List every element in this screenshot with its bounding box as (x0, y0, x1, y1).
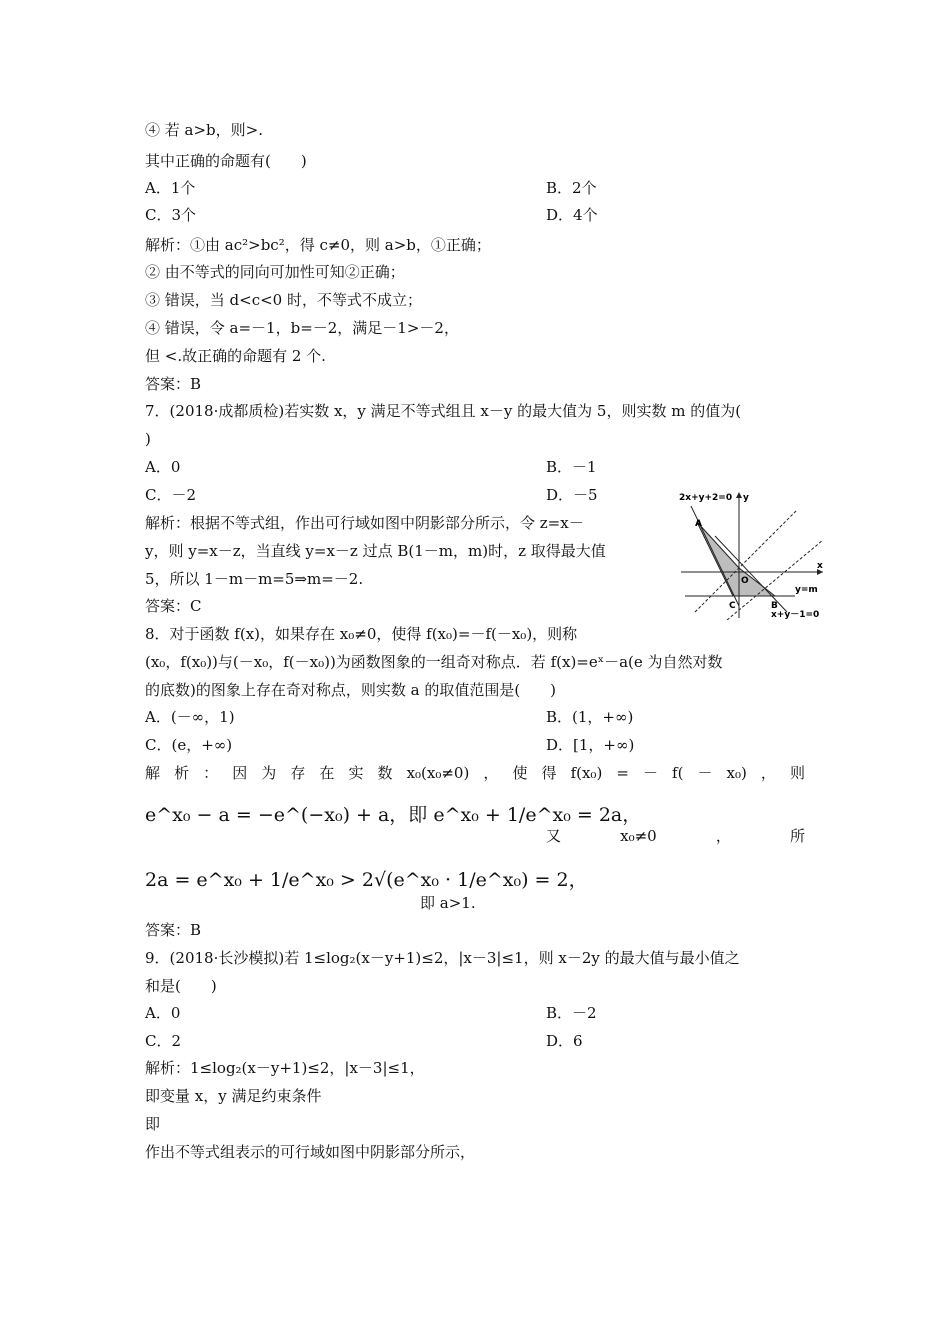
analysis-line: 即 a>1. (420, 894, 476, 912)
shaded-region (697, 522, 775, 596)
option-a: A．0 (145, 458, 181, 476)
text-piece: 为 (261, 764, 277, 782)
analysis-justified-line (145, 763, 805, 783)
analysis-justified-line (546, 826, 805, 846)
analysis-line: 解析：根据不等式组，作出可行域如图中阴影部分所示，令 z=x－ (145, 514, 584, 532)
option-a: A．(－∞，1) (145, 708, 235, 726)
text-piece: 使 (512, 764, 528, 782)
text-piece: 存 (290, 764, 306, 782)
text-piece: － (697, 764, 713, 782)
option-b: B．－2 (546, 1004, 597, 1022)
option-c: C．3个 (145, 206, 197, 224)
option-b: B．(1，+∞) (546, 708, 634, 726)
option-a: A．1个 (145, 179, 196, 197)
x-axis-label: x (817, 561, 823, 571)
formula-1: e^x₀ − a = −e^(−x₀) + a，即 e^x₀ + 1/e^x₀ = 2a， (145, 804, 642, 826)
feasible-region-figure (677, 488, 827, 620)
text-piece: ： (203, 764, 219, 782)
answer-line: 答案：C (145, 597, 202, 615)
text-piece: f( (672, 764, 684, 782)
analysis-line: ② 由不等式的同向可加性可知②正确； (145, 263, 405, 281)
text-piece: 在 (319, 764, 335, 782)
option-c: C．－2 (145, 486, 197, 504)
analysis-line: 解析：1≤log₂(x－y+1)≤2，|x－3|≤1， (145, 1059, 425, 1077)
option-d: D．4个 (546, 206, 598, 224)
text-piece: 实 (348, 764, 364, 782)
option-b: B．－1 (546, 458, 597, 476)
analysis-line: 解析：①由 ac²>bc²，得 c≠0，则 a>b，①正确； (145, 236, 491, 254)
option-c: C．2 (145, 1032, 182, 1050)
analysis-line: ④ 错误，令 a=－1，b=－2，满足－1>－2， (145, 319, 459, 337)
dashed-line (695, 510, 797, 612)
text-piece: 所 (789, 827, 805, 845)
line-label: y=m (795, 585, 818, 595)
text-piece: ， (760, 764, 776, 782)
text-piece: 解 (145, 764, 161, 782)
text-piece: x₀≠0 (620, 827, 657, 845)
option-b: B．2个 (546, 179, 597, 197)
text-piece: 析 (174, 764, 190, 782)
line-label: 2x+y+2=0 (679, 493, 733, 503)
text-line: (x₀，f(x₀))与(－x₀，f(－x₀))为函数图象的一组奇对称点．若 f(x)=eˣ－a(e 为自然对数 (145, 653, 723, 671)
text-line: ) (145, 430, 151, 448)
option-a: A．0 (145, 1004, 181, 1022)
analysis-line: 作出不等式组表示的可行域如图中阴影部分所示， (145, 1143, 476, 1161)
option-c: C．(e，+∞) (145, 736, 233, 754)
text-piece: ， (483, 764, 499, 782)
analysis-line: 即变量 x，y 满足约束条件 (145, 1087, 322, 1105)
y-axis-arrow (736, 492, 742, 498)
text-piece: 则 (789, 764, 805, 782)
text-piece: 因 (232, 764, 248, 782)
question-9: 9．(2018·长沙模拟)若 1≤log₂(x－y+1)≤2，|x－3|≤1，则 x－2y 的最大值与最小值之 (145, 949, 740, 967)
answer-line: 答案：B (145, 375, 202, 393)
question-8: 8．对于函数 f(x)，如果存在 x₀≠0，使得 f(x₀)=－f(－x₀)，则称 (145, 625, 578, 643)
analysis-line: y，则 y=x－z，当直线 y=x－z 过点 B(1－m，m)时，z 取得最大值 (145, 542, 606, 560)
answer-line: 答案：B (145, 921, 202, 939)
option-d: D．－5 (546, 486, 598, 504)
text-line: 和是( ) (145, 977, 217, 995)
text-piece: ， (715, 827, 731, 845)
line-label: x+y－1=0 (771, 610, 820, 620)
text-piece: x₀) (726, 764, 747, 782)
y-axis-label: y (743, 493, 749, 503)
text-piece: = (616, 764, 629, 782)
option-d: D．6 (546, 1032, 583, 1050)
text-piece: x₀(x₀≠0) (406, 764, 470, 782)
text-piece: f(x₀) (570, 764, 603, 782)
text-line: 的底数)的图象上存在奇对称点，则实数 a 的取值范围是( ) (145, 681, 557, 699)
text-piece: － (642, 764, 658, 782)
origin-label: O (741, 576, 749, 586)
formula-2: 2a = e^x₀ + 1/e^x₀ > 2√(e^x₀ · 1/e^x₀) = 2， (145, 869, 588, 891)
analysis-line: 但 <.故正确的命题有 2 个. (145, 347, 326, 365)
text-piece: 又 (546, 827, 562, 845)
analysis-line: 5，所以 1－m－m=5⇒m=－2. (145, 570, 364, 588)
text-piece: 数 (377, 764, 393, 782)
analysis-line: 即 (145, 1115, 161, 1133)
question-7: 7．(2018·成都质检)若实数 x，y 满足不等式组且 x－y 的最大值为 5，则实数 m 的值为( (145, 402, 742, 420)
text-line: ④ 若 a>b，则>. (145, 121, 263, 139)
option-d: D．[1，+∞) (546, 736, 635, 754)
point-label: B (771, 601, 778, 611)
text-line: 其中正确的命题有( ) (145, 152, 307, 170)
point-label: C (729, 601, 736, 611)
point-label: A (695, 519, 702, 529)
text-piece: 得 (541, 764, 557, 782)
analysis-line: ③ 错误，当 d<c<0 时，不等式不成立； (145, 291, 422, 309)
